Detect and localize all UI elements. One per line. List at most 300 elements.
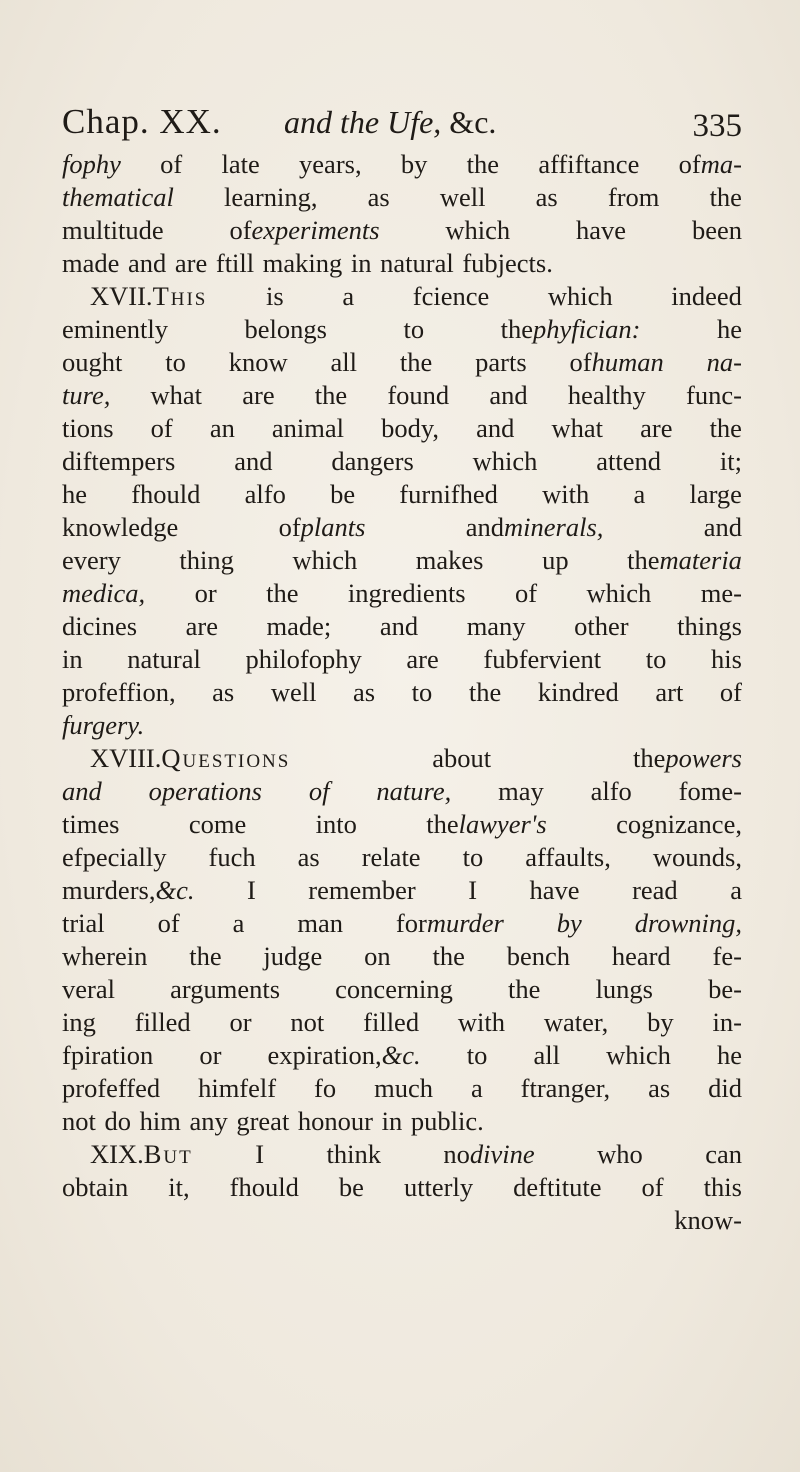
word-group [596, 973, 653, 1006]
text-word: can [705, 1139, 742, 1169]
word-group [574, 610, 628, 643]
text-word: trial [62, 908, 105, 938]
text-word: come [188, 809, 247, 839]
text-word: alfo [590, 776, 632, 806]
word-group [387, 379, 449, 412]
word-group [705, 1138, 742, 1171]
text-word: fhould [131, 479, 201, 509]
text-word: alfo [244, 479, 286, 509]
word-group [209, 841, 256, 874]
word-group [570, 346, 664, 379]
text-word: &c. [381, 1040, 421, 1070]
word-group [62, 148, 121, 181]
word-group [381, 412, 439, 445]
word-group [230, 1171, 299, 1204]
word-group [331, 445, 413, 478]
word-group [646, 643, 667, 676]
text-word: Questions [161, 743, 291, 773]
text-word: powers [665, 743, 742, 773]
word-group [533, 1039, 560, 1072]
text-word: cognizance, [616, 809, 742, 839]
word-group [471, 1072, 483, 1105]
text-word: eminently [62, 314, 168, 344]
word-group [233, 907, 245, 940]
text-word: operations [148, 776, 262, 806]
word-group [363, 1006, 419, 1039]
text-word: nature, [376, 776, 452, 806]
text-word: it, [168, 1172, 190, 1202]
word-group [326, 1138, 380, 1171]
text-line [62, 907, 742, 940]
text-word: tions [62, 413, 114, 443]
text-word: to [466, 1040, 488, 1070]
word-group [245, 478, 286, 511]
text-word: about [432, 743, 492, 773]
text-word: na- [706, 347, 742, 377]
word-group [62, 379, 110, 412]
word-group [290, 1006, 324, 1039]
text-word: experiments [251, 215, 380, 245]
text-word: heard [611, 941, 671, 971]
word-group [151, 379, 203, 412]
word-group [266, 280, 284, 313]
text-word: himfelf [198, 1073, 277, 1103]
word-group [210, 412, 235, 445]
word-group [353, 676, 375, 709]
text-word: water, [543, 1007, 609, 1037]
word-group [298, 841, 320, 874]
text-word: natural [127, 644, 201, 674]
text-word: late [221, 149, 260, 179]
word-group [229, 346, 288, 379]
text-word: in- [712, 1007, 742, 1037]
text-word: as [648, 1073, 671, 1103]
text-word: indeed [671, 281, 742, 311]
text-line [62, 412, 742, 445]
word-group [501, 313, 641, 346]
text-word: arguments [170, 974, 281, 1004]
text-line [62, 742, 742, 775]
word-group [224, 181, 317, 214]
word-group [62, 181, 174, 214]
text-word: by [556, 908, 582, 938]
text-word: bench [506, 941, 570, 971]
text-line [62, 643, 742, 676]
word-group [463, 841, 484, 874]
text-line [62, 709, 742, 742]
running-title-italic: and the Ufe, [284, 104, 442, 140]
word-group [525, 841, 611, 874]
text-word: and [234, 446, 273, 476]
text-line [62, 346, 742, 379]
text-word: furnifhed [399, 479, 498, 509]
word-group [127, 643, 201, 676]
text-line [62, 1204, 742, 1237]
word-group [90, 280, 207, 313]
word-group [576, 214, 626, 247]
text-word: fubfervient [483, 644, 602, 674]
text-word: animal [271, 413, 345, 443]
text-line [62, 181, 742, 214]
text-span: furgery. [62, 710, 145, 740]
word-group [331, 346, 358, 379]
word-group [612, 940, 671, 973]
text-word: to [165, 347, 186, 377]
text-word: and [62, 776, 102, 806]
word-group [374, 1072, 433, 1105]
word-group [335, 973, 453, 1006]
text-word: the [508, 974, 541, 1004]
text-word: func- [686, 380, 742, 410]
word-group [597, 1138, 643, 1171]
text-line [62, 973, 742, 1006]
text-word: of [569, 347, 592, 377]
text-word: have [529, 875, 580, 905]
word-group [642, 1171, 664, 1204]
text-word: things [677, 611, 742, 641]
text-word: be [338, 1172, 364, 1202]
text-word: this [703, 1172, 742, 1202]
text-word: the [399, 347, 433, 377]
text-line [62, 313, 742, 346]
text-word: into [315, 809, 357, 839]
word-group [342, 280, 354, 313]
text-word: the [468, 677, 502, 707]
word-group [633, 742, 742, 775]
word-group [396, 907, 504, 940]
text-word: medica, [62, 578, 146, 608]
text-word: in [62, 644, 83, 674]
text-word: on [364, 941, 391, 971]
word-group [507, 940, 570, 973]
text-word: I [468, 875, 478, 905]
word-group [704, 511, 742, 544]
text-word: fome- [678, 776, 742, 806]
word-group [713, 1006, 742, 1039]
word-group [432, 742, 491, 775]
text-line [62, 445, 742, 478]
text-word: the [314, 380, 348, 410]
text-word: he [716, 1040, 742, 1070]
word-group [62, 577, 145, 610]
text-word: ture, [62, 380, 111, 410]
text-word: which [292, 545, 358, 575]
page-number: 335 [692, 108, 742, 144]
text-word: of [278, 512, 301, 542]
word-group [368, 181, 390, 214]
text-word: up [542, 545, 569, 575]
word-group [568, 379, 646, 412]
text-word: multitude [62, 215, 164, 245]
word-group [635, 907, 742, 940]
word-group [62, 841, 166, 874]
word-group [679, 775, 742, 808]
word-group [62, 445, 175, 478]
word-group [229, 214, 379, 247]
text-word: to [411, 677, 433, 707]
word-group [710, 181, 742, 214]
word-group [413, 280, 490, 313]
word-group [189, 808, 246, 841]
text-word: parts [475, 347, 527, 377]
word-group [689, 478, 741, 511]
word-group [90, 742, 290, 775]
word-group [170, 973, 280, 1006]
word-group [489, 379, 527, 412]
word-group [399, 478, 498, 511]
text-word: expiration, [267, 1040, 382, 1070]
word-group [542, 544, 569, 577]
text-line [62, 940, 742, 973]
word-group [62, 907, 105, 940]
word-group [263, 940, 322, 973]
word-group [708, 1072, 742, 1105]
text-word: or [229, 1007, 252, 1037]
text-word: the [466, 149, 500, 179]
text-word: filled [134, 1007, 191, 1037]
text-word: a [633, 479, 646, 509]
text-word: ftranger, [520, 1073, 611, 1103]
text-word: by [400, 149, 428, 179]
word-group [640, 412, 672, 445]
word-group [62, 412, 114, 445]
text-word: of [308, 776, 330, 806]
word-group [606, 1039, 671, 1072]
text-word: thematical [62, 182, 174, 212]
word-group [536, 181, 558, 214]
text-word: judge [263, 941, 323, 971]
text-line [62, 1171, 742, 1204]
text-word: large [689, 479, 742, 509]
word-group [165, 346, 186, 379]
word-group [316, 808, 357, 841]
text-word: what [150, 380, 203, 410]
text-word: found [387, 380, 450, 410]
text-word: well [439, 182, 486, 212]
text-word: as [367, 182, 390, 212]
word-group [308, 874, 415, 907]
word-group [292, 544, 357, 577]
text-word: remember [308, 875, 416, 905]
text-word: are [640, 413, 673, 443]
word-group [62, 478, 87, 511]
text-word: concerning [335, 974, 453, 1004]
text-word: well [270, 677, 317, 707]
word-group [701, 577, 742, 610]
word-group [380, 610, 418, 643]
word-group [403, 313, 424, 346]
text-word: as [297, 842, 320, 872]
word-group [199, 1039, 221, 1072]
word-group [521, 1072, 610, 1105]
text-line [62, 148, 742, 181]
text-word: efpecially [62, 842, 167, 872]
text-line [62, 379, 742, 412]
text-line [62, 478, 742, 511]
text-word: human [591, 347, 664, 377]
word-group [62, 676, 176, 709]
text-word: fuch [208, 842, 256, 872]
text-word: are [406, 644, 439, 674]
word-group [616, 808, 742, 841]
word-group [475, 346, 527, 379]
word-group [412, 676, 433, 709]
text-word: read [632, 875, 678, 905]
word-group [272, 412, 344, 445]
word-group [222, 148, 260, 181]
word-group [440, 181, 486, 214]
text-word: think [326, 1139, 381, 1169]
text-word: wherein [62, 941, 148, 971]
text-word: relate [361, 842, 421, 872]
text-word: or [199, 1040, 222, 1070]
text-word: he [716, 314, 742, 344]
text-word: deftitute [513, 1172, 602, 1202]
text-word: not [290, 1007, 325, 1037]
word-group [297, 907, 343, 940]
word-group [710, 412, 742, 445]
text-word: filled [363, 1007, 420, 1037]
text-word: no [443, 1139, 470, 1169]
word-group [62, 874, 194, 907]
word-group [483, 643, 601, 676]
text-word: every [62, 545, 121, 575]
word-group [245, 313, 327, 346]
word-group [467, 1039, 488, 1072]
text-word: may [498, 776, 544, 806]
word-group [720, 445, 742, 478]
text-word: But [143, 1139, 193, 1169]
text-word: to [403, 314, 425, 344]
text-line [62, 214, 742, 247]
word-group [467, 148, 499, 181]
word-group [376, 775, 451, 808]
text-word: other [574, 611, 629, 641]
text-word: obtain [62, 1172, 129, 1202]
text-word: This [152, 281, 208, 311]
text-line [62, 247, 742, 280]
text-word: it; [719, 446, 742, 476]
word-group [515, 577, 537, 610]
text-word: made; [266, 611, 332, 641]
word-group [548, 280, 613, 313]
word-group [179, 544, 233, 577]
text-word: much [374, 1073, 433, 1103]
word-group [557, 907, 582, 940]
word-group [469, 676, 501, 709]
word-group [271, 676, 317, 709]
text-word: and [476, 413, 515, 443]
text-word: what [551, 413, 604, 443]
text-word: diftempers [62, 446, 176, 476]
word-group [542, 478, 589, 511]
text-line [62, 1006, 742, 1039]
text-word: times [62, 809, 120, 839]
word-group [62, 1171, 128, 1204]
text-word: kindred [537, 677, 619, 707]
word-group [445, 214, 510, 247]
word-group [268, 1039, 421, 1072]
text-word: is [266, 281, 284, 311]
word-group [416, 544, 484, 577]
text-word: murder [426, 908, 504, 938]
text-word: phyfician: [533, 314, 641, 344]
word-group [468, 874, 477, 907]
text-word: minerals, [504, 512, 604, 542]
text-word: affaults, [525, 842, 611, 872]
text-word: materia [659, 545, 742, 575]
text-word: learning, [224, 182, 318, 212]
text-word: &c. [155, 875, 195, 905]
word-group [632, 874, 678, 907]
word-group [653, 841, 742, 874]
text-line [62, 676, 742, 709]
text-word: the [633, 743, 666, 773]
word-group [432, 940, 464, 973]
text-line [62, 1105, 742, 1138]
word-group [692, 214, 742, 247]
text-word: of [229, 215, 252, 245]
text-word: art [655, 677, 684, 707]
text-word: many [466, 611, 526, 641]
text-word: the [432, 941, 465, 971]
word-group [704, 1171, 742, 1204]
text-word: are [242, 380, 275, 410]
word-group [299, 148, 362, 181]
word-group [309, 775, 330, 808]
text-word: of [719, 677, 742, 707]
word-group [633, 478, 645, 511]
text-word: he [62, 479, 88, 509]
word-group [245, 643, 361, 676]
word-group [160, 148, 182, 181]
text-word: years, [299, 149, 362, 179]
word-group [131, 478, 200, 511]
word-group [149, 775, 262, 808]
text-word: or [194, 578, 217, 608]
text-word: lawyer's [458, 809, 547, 839]
word-group [538, 676, 619, 709]
text-word: fcience [412, 281, 490, 311]
text-word: of [515, 578, 538, 608]
word-group [730, 874, 742, 907]
word-group [364, 940, 391, 973]
word-group [362, 841, 421, 874]
text-word: XIX. [90, 1139, 144, 1169]
text-word: ing [62, 1007, 96, 1037]
word-group [330, 478, 355, 511]
text-word: belongs [244, 314, 327, 344]
text-line [62, 610, 742, 643]
text-word: the [500, 314, 534, 344]
word-group [266, 577, 298, 610]
running-title-plain: &c. [441, 104, 497, 140]
word-group [530, 874, 580, 907]
word-group [151, 412, 173, 445]
text-word: as [353, 677, 376, 707]
text-line [62, 808, 742, 841]
word-group [62, 775, 102, 808]
text-word: from [607, 182, 660, 212]
text-word: divine [469, 1139, 535, 1169]
text-word: the [189, 941, 222, 971]
word-group [62, 808, 119, 841]
text-word: be [330, 479, 356, 509]
text-word: by [647, 1007, 674, 1037]
text-word: affiftance [538, 149, 640, 179]
word-group [186, 610, 218, 643]
text-word: with [457, 1007, 506, 1037]
